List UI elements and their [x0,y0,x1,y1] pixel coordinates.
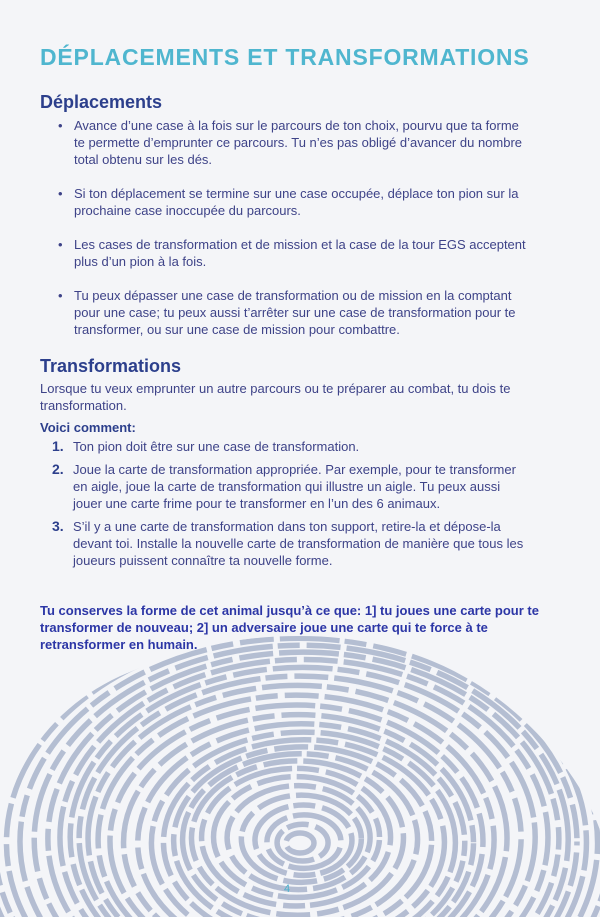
step-number: 1. [52,438,64,454]
deplacements-bullet-2: • Si ton déplacement se termine sur une case occupée, déplace ton pion sur la prochaine case inoccupée du parcours. [58,185,528,219]
transformations-subheading: Voici comment: [40,420,136,435]
transformations-conclusion: Tu conserves la forme de cet animal jusqu’à ce que: 1] tu joues une carte pour te transformer de nouveau; 2] un adversaire joue une carte qui te force à te retransformer en humain. [40,603,539,652]
transformation-step-2 [52,461,532,512]
step-number: 2. [52,461,64,477]
deplacements-list [58,117,528,355]
transformation-step-1 [52,438,532,455]
step-text: Joue la carte de transformation appropriée. Par exemple, pour te transformer en aigle, joue la carte de transformation qui illustre un aigle. Tu peux aussi jouer une carte frime pour te transformer en l’un des 6 animaux. [73,462,516,511]
page-title: DÉPLACEMENTS ET TRANSFORMATIONS [40,44,530,70]
deplacements-bullet-4: • Tu peux dépasser une case de transformation ou de mission en la comptant pour une case; tu peux aussi t’arrêter sur une case de transformation pour te transformer, ou sur une case de mission pour combattre. [58,287,528,338]
transformation-step-3 [52,518,532,569]
section-heading-transformations: Transformations [40,356,182,376]
page-number: 4 [284,883,291,895]
section-heading-deplacements: Déplacements [40,92,163,112]
fingerprint-ridge [286,833,314,853]
deplacements-bullet-3: • Les cases de transformation et de mission et la case de la tour EGS acceptent plus d’un pion à la fois. [58,236,528,270]
deplacements-bullet-1: • Avance d’une case à la fois sur le parcours de ton choix, pourvu que ta forme te permette d’emprunter ce parcours. Tu n’es pas obligé d’avancer du nombre total obtenu sur les dés. [58,117,528,168]
step-text: Ton pion doit être sur une case de transformation. [73,439,360,454]
transformation-steps [52,438,532,575]
step-text: S’il y a une carte de transformation dans ton support, retire-la et dépose-la devant toi. Installe la nouvelle carte de transformation de manière que tous les joueurs puissent connaître ta nouvelle forme. [73,519,524,568]
step-number: 3. [52,518,64,534]
transformations-intro: Lorsque tu veux emprunter un autre parcours ou te préparer au combat, tu dois te transformation. [40,381,511,413]
